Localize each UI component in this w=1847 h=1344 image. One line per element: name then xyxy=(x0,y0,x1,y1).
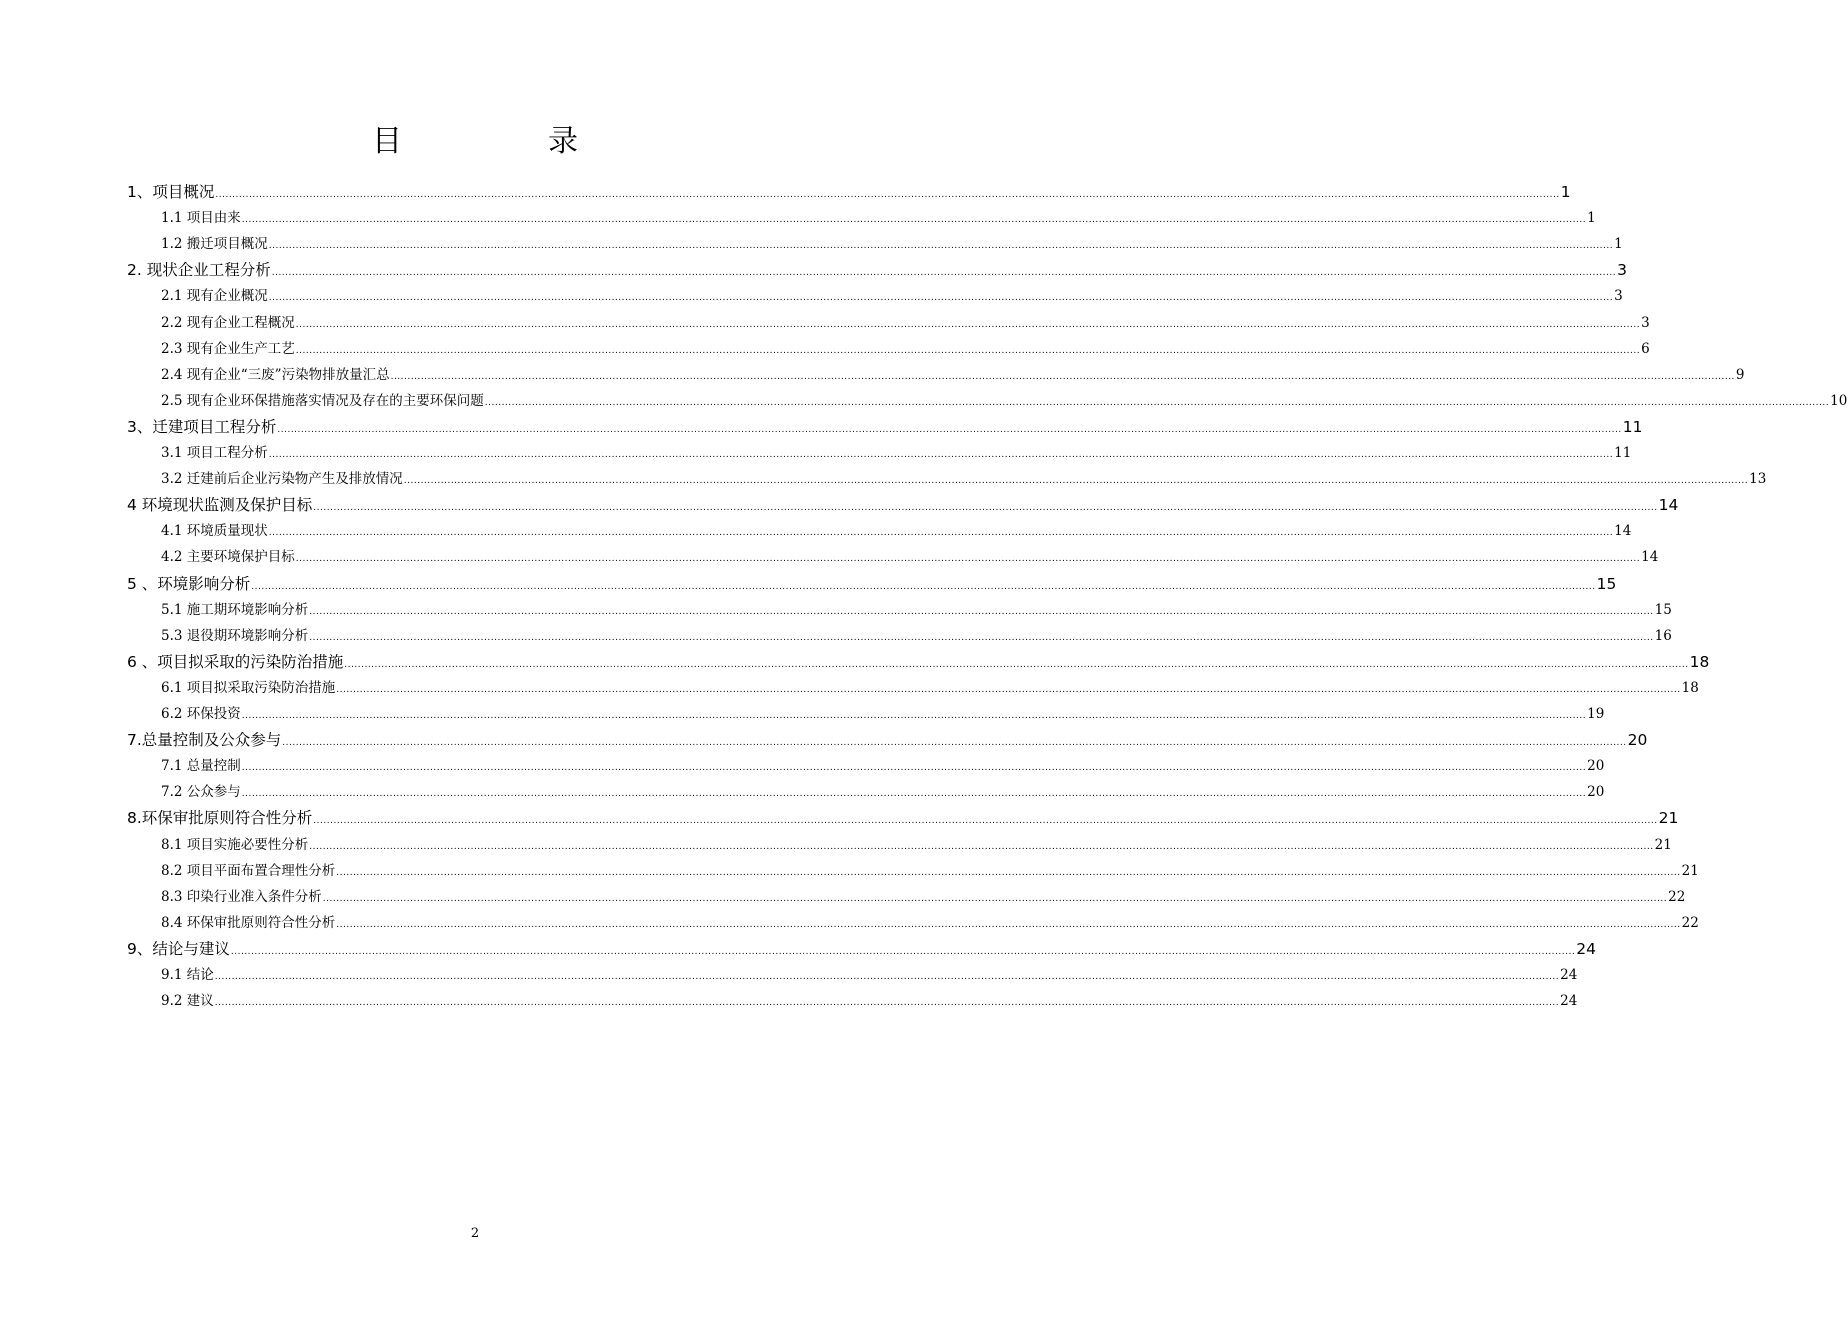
toc-entry-chapter[interactable] xyxy=(127,494,1679,516)
toc-entry-page: 3 xyxy=(1614,288,1623,304)
toc-leader-dots: ................................................................................................................................................................................................................................................................................................................................................................................................................ xyxy=(336,868,1681,878)
toc-leader-dots: ................................................................................................................................................................................................................................................................................................................................................................................................................ xyxy=(277,425,1622,435)
toc-entry-section[interactable] xyxy=(161,546,1659,568)
toc-entry-title: 2.2 现有企业工程概况 xyxy=(161,315,295,331)
toc-entry-page: 14 xyxy=(1641,549,1659,565)
toc-entry-page: 6 xyxy=(1641,341,1650,357)
toc-leader-dots: ................................................................................................................................................................................................................................................................................................................................................................................................................ xyxy=(268,528,1614,538)
toc-entry-section[interactable] xyxy=(161,442,1632,464)
toc-entry-title: 7.总量控制及公众参与 xyxy=(127,731,282,749)
toc-entry-page: 24 xyxy=(1560,967,1578,983)
toc-entry-section[interactable] xyxy=(161,599,1672,621)
toc-entry-title: 8.1 项目实施必要性分析 xyxy=(161,837,309,853)
toc-entry-page: 13 xyxy=(1749,471,1767,487)
toc-entry-page: 1 xyxy=(1560,183,1571,201)
toc-entry-page: 24 xyxy=(1560,993,1578,1009)
toc-entry-chapter[interactable] xyxy=(127,807,1679,829)
toc-entry-page: 3 xyxy=(1641,315,1650,331)
toc-entry-title: 8.环保审批原则符合性分析 xyxy=(127,809,313,827)
toc-leader-dots: ................................................................................................................................................................................................................................................................................................................................................................................................................ xyxy=(313,503,1658,513)
toc-entry-title: 9.2 建议 xyxy=(161,993,214,1009)
toc-entry-title: 2.3 现有企业生产工艺 xyxy=(161,341,295,357)
toc-leader-dots: ................................................................................................................................................................................................................................................................................................................................................................................................................ xyxy=(241,763,1587,773)
toc-leader-dots: ................................................................................................................................................................................................................................................................................................................................................................................................................ xyxy=(271,268,1617,278)
toc-entry-chapter[interactable] xyxy=(127,729,1648,751)
toc-entry-section[interactable] xyxy=(161,886,1686,908)
toc-entry-chapter[interactable] xyxy=(127,938,1596,960)
toc-leader-dots: ................................................................................................................................................................................................................................................................................................................................................................................................................ xyxy=(268,450,1614,460)
toc-leader-dots: ................................................................................................................................................................................................................................................................................................................................................................................................................ xyxy=(215,190,1560,200)
toc-entry-section[interactable] xyxy=(161,207,1596,229)
toc-title: 目 录 xyxy=(372,124,636,159)
toc-entry-page: 21 xyxy=(1654,837,1672,853)
toc-entry-page: 15 xyxy=(1654,602,1672,618)
toc-entry-title: 4 环境现状监测及保护目标 xyxy=(127,496,313,514)
toc-entry-section[interactable] xyxy=(161,677,1699,699)
toc-entry-section[interactable] xyxy=(161,390,1847,412)
toc-leader-dots: ................................................................................................................................................................................................................................................................................................................................................................................................................ xyxy=(336,685,1681,695)
toc-entry-title: 1.1 项目由来 xyxy=(161,210,241,226)
toc-entry-title: 3、迁建项目工程分析 xyxy=(127,418,277,436)
toc-entry-title: 7.2 公众参与 xyxy=(161,784,241,800)
toc-entry-title: 5.1 施工期环境影响分析 xyxy=(161,602,309,618)
toc-entry-title: 8.3 印染行业准入条件分析 xyxy=(161,889,322,905)
toc-entry-section[interactable] xyxy=(161,625,1672,647)
toc-entry-title: 9.1 结论 xyxy=(161,967,214,983)
toc-entry-title: 4.1 环境质量现状 xyxy=(161,523,268,539)
toc-entry-chapter[interactable] xyxy=(127,181,1571,203)
toc-entry-title: 8.2 项目平面布置合理性分析 xyxy=(161,863,336,879)
toc-leader-dots: ................................................................................................................................................................................................................................................................................................................................................................................................................ xyxy=(268,241,1614,251)
toc-leader-dots: ................................................................................................................................................................................................................................................................................................................................................................................................................ xyxy=(309,607,1654,617)
toc-entry-page: 22 xyxy=(1681,915,1699,931)
toc-entry-page: 22 xyxy=(1668,889,1686,905)
toc-entry-title: 4.2 主要环境保护目标 xyxy=(161,549,295,565)
toc-leader-dots: ................................................................................................................................................................................................................................................................................................................................................................................................................ xyxy=(230,947,1576,957)
toc-entry-section[interactable] xyxy=(161,520,1632,542)
toc-entry-title: 6.2 环保投资 xyxy=(161,706,241,722)
toc-entry-section[interactable] xyxy=(161,912,1699,934)
toc-leader-dots: ................................................................................................................................................................................................................................................................................................................................................................................................................ xyxy=(336,920,1681,930)
toc-entry-section[interactable] xyxy=(161,364,1745,386)
toc-entry-section[interactable] xyxy=(161,703,1605,725)
toc-leader-dots: ................................................................................................................................................................................................................................................................................................................................................................................................................ xyxy=(295,320,1641,330)
toc-leader-dots: ................................................................................................................................................................................................................................................................................................................................................................................................................ xyxy=(322,894,1668,904)
toc-entry-page: 1 xyxy=(1587,210,1596,226)
toc-entry-title: 2. 现状企业工程分析 xyxy=(127,261,271,279)
toc-entry-title: 2.4 现有企业“三废”污染物排放量汇总 xyxy=(161,367,390,383)
toc-entry-title: 3.1 项目工程分析 xyxy=(161,445,268,461)
toc-leader-dots: ................................................................................................................................................................................................................................................................................................................................................................................................................ xyxy=(484,398,1830,408)
toc-leader-dots: ................................................................................................................................................................................................................................................................................................................................................................................................................ xyxy=(268,293,1614,303)
toc-entry-page: 20 xyxy=(1587,784,1605,800)
toc-entry-page: 10 xyxy=(1830,393,1847,409)
toc-leader-dots: ................................................................................................................................................................................................................................................................................................................................................................................................................ xyxy=(344,660,1689,670)
page-number: 2 xyxy=(470,1226,480,1241)
toc-entry-title: 2.1 现有企业概况 xyxy=(161,288,268,304)
toc-leader-dots: ................................................................................................................................................................................................................................................................................................................................................................................................................ xyxy=(403,476,1749,486)
toc-entry-page: 11 xyxy=(1622,418,1643,436)
toc-leader-dots: ................................................................................................................................................................................................................................................................................................................................................................................................................ xyxy=(313,816,1658,826)
toc-entry-section[interactable] xyxy=(161,860,1699,882)
toc-entry-page: 15 xyxy=(1596,575,1617,593)
toc-entry-page: 20 xyxy=(1587,758,1605,774)
toc-entry-title: 6 、项目拟采取的污染防治措施 xyxy=(127,653,344,671)
toc-leader-dots: ................................................................................................................................................................................................................................................................................................................................................................................................................ xyxy=(241,789,1587,799)
toc-entry-page: 18 xyxy=(1689,653,1710,671)
toc-entry-chapter[interactable] xyxy=(127,573,1617,595)
toc-leader-dots: ................................................................................................................................................................................................................................................................................................................................................................................................................ xyxy=(282,738,1627,748)
toc-leader-dots: ................................................................................................................................................................................................................................................................................................................................................................................................................ xyxy=(295,554,1641,564)
toc-entry-section[interactable] xyxy=(161,834,1672,856)
toc-entry-page: 21 xyxy=(1658,809,1679,827)
toc-entry-title: 6.1 项目拟采取污染防治措施 xyxy=(161,680,336,696)
toc-entry-title: 9、结论与建议 xyxy=(127,940,230,958)
toc-entry-page: 19 xyxy=(1587,706,1605,722)
toc-entry-page: 1 xyxy=(1614,236,1623,252)
toc-entry-page: 18 xyxy=(1681,680,1699,696)
toc-entry-chapter[interactable] xyxy=(127,651,1710,673)
toc-entry-title: 5 、环境影响分析 xyxy=(127,575,251,593)
toc-leader-dots: ................................................................................................................................................................................................................................................................................................................................................................................................................ xyxy=(309,633,1654,643)
toc-entry-chapter[interactable] xyxy=(127,259,1627,281)
toc-entry-section[interactable] xyxy=(161,781,1605,803)
toc-leader-dots: ................................................................................................................................................................................................................................................................................................................................................................................................................ xyxy=(241,711,1587,721)
toc-leader-dots: ................................................................................................................................................................................................................................................................................................................................................................................................................ xyxy=(251,582,1596,592)
toc-leader-dots: ................................................................................................................................................................................................................................................................................................................................................................................................................ xyxy=(309,842,1654,852)
toc-entry-section[interactable] xyxy=(161,990,1578,1012)
toc-entry-title: 1、项目概况 xyxy=(127,183,215,201)
toc-entry-title: 5.3 退役期环境影响分析 xyxy=(161,628,309,644)
toc-leader-dots: ................................................................................................................................................................................................................................................................................................................................................................................................................ xyxy=(390,372,1735,382)
toc-entry-page: 21 xyxy=(1681,863,1699,879)
toc-entry-section[interactable] xyxy=(161,755,1605,777)
toc-entry-page: 3 xyxy=(1617,261,1627,279)
toc-leader-dots: ................................................................................................................................................................................................................................................................................................................................................................................................................ xyxy=(214,972,1560,982)
toc-entry-page: 16 xyxy=(1654,628,1672,644)
toc-entry-title: 7.1 总量控制 xyxy=(161,758,241,774)
toc-entry-page: 14 xyxy=(1614,523,1632,539)
toc-leader-dots: ................................................................................................................................................................................................................................................................................................................................................................................................................ xyxy=(241,215,1587,225)
toc-entry-title: 2.5 现有企业环保措施落实情况及存在的主要环保问题 xyxy=(161,393,484,409)
toc-entry-title: 3.2 迁建前后企业污染物产生及排放情况 xyxy=(161,471,403,487)
toc-entry-section[interactable] xyxy=(161,233,1623,255)
toc-entry-title: 1.2 搬迁项目概况 xyxy=(161,236,268,252)
toc-entry-page: 20 xyxy=(1627,731,1648,749)
toc-leader-dots: ................................................................................................................................................................................................................................................................................................................................................................................................................ xyxy=(214,998,1560,1008)
toc-entry-page: 24 xyxy=(1576,940,1596,958)
toc-entry-chapter[interactable] xyxy=(127,416,1643,438)
toc-entry-page: 14 xyxy=(1658,496,1679,514)
toc-entry-section[interactable] xyxy=(161,285,1623,307)
toc-entry-section[interactable] xyxy=(161,338,1650,360)
toc-entry-page: 9 xyxy=(1735,367,1745,383)
toc-entry-section[interactable] xyxy=(161,468,1767,490)
toc-entry-section[interactable] xyxy=(161,312,1650,334)
toc-entry-title: 8.4 环保审批原则符合性分析 xyxy=(161,915,336,931)
toc-entry-page: 11 xyxy=(1614,445,1632,461)
toc-leader-dots: ................................................................................................................................................................................................................................................................................................................................................................................................................ xyxy=(295,346,1641,356)
toc-entry-section[interactable] xyxy=(161,964,1578,986)
